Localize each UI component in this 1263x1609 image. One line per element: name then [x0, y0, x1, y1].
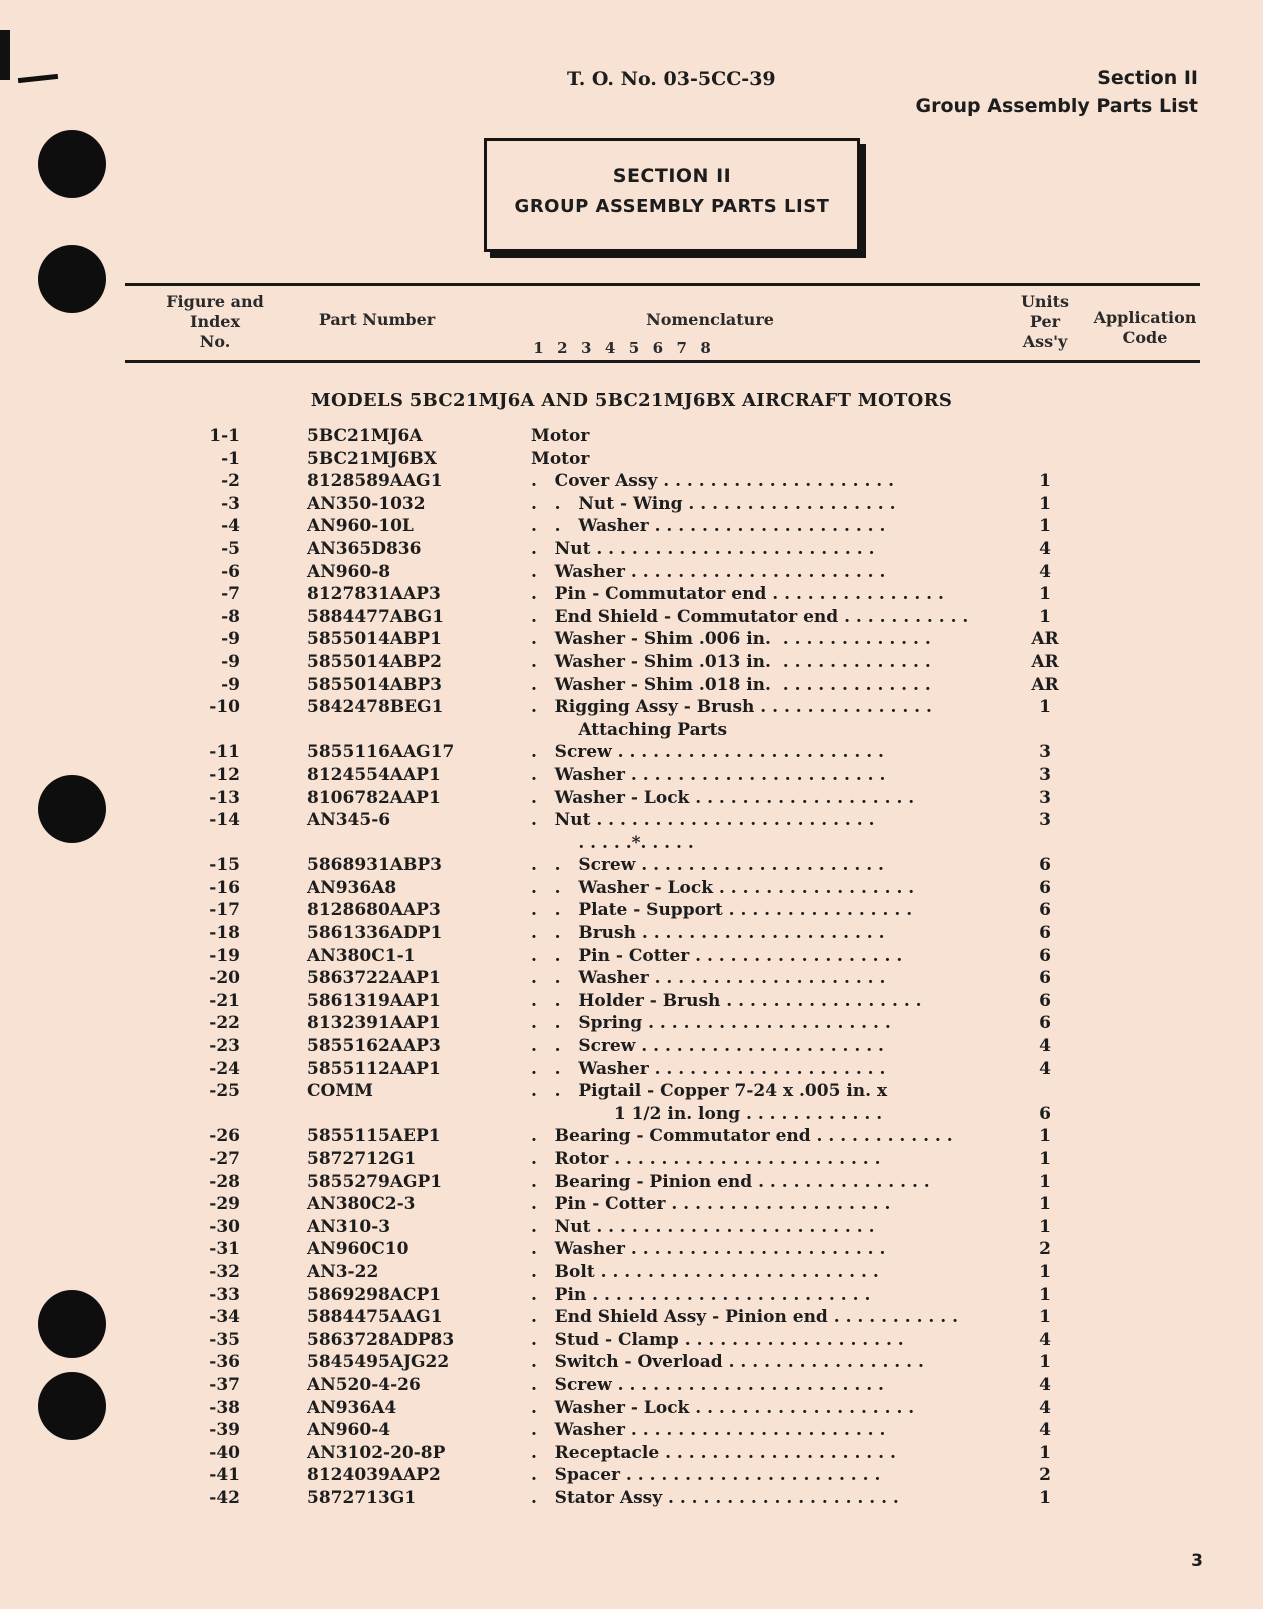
row-units: 3: [1039, 810, 1051, 831]
row-part-number: AN365D836: [307, 538, 422, 559]
row-nomenclature: . . Screw . . . . . . . . . . . . . . . . . . . . .: [531, 1036, 884, 1057]
row-units: 4: [1039, 538, 1051, 559]
row-nomenclature: . . Pigtail - Copper 7-24 x .005 in. x: [531, 1081, 888, 1102]
section-header: [915, 64, 1198, 120]
parts-row: [0, 561, 1263, 584]
row-part-number: 8127831AAP3: [307, 584, 441, 605]
row-units: 1: [1039, 606, 1051, 627]
indent-scale: 1 2 3 4 5 6 7 8: [533, 339, 712, 357]
row-units: 3: [1039, 742, 1051, 763]
row-nomenclature: . Stator Assy . . . . . . . . . . . . . . . . . . . .: [531, 1487, 899, 1508]
row-units: 6: [1039, 855, 1051, 876]
row-index: -13: [209, 787, 240, 808]
row-units: 4: [1039, 1374, 1051, 1395]
row-nomenclature: . Pin - Cotter . . . . . . . . . . . . . . . . . . .: [531, 1194, 891, 1215]
row-part-number: AN350-1032: [307, 493, 426, 514]
row-nomenclature: . . Washer - Lock . . . . . . . . . . . . . . . . .: [531, 877, 915, 898]
parts-row: [0, 1261, 1263, 1284]
row-units: 1: [1039, 1149, 1051, 1169]
row-units: AR: [1031, 674, 1059, 695]
row-part-number: AN960-10L: [307, 516, 414, 537]
parts-list: [0, 425, 1263, 1510]
col-application-code: Application Code: [1093, 308, 1197, 347]
row-index: -21: [209, 990, 240, 1011]
row-units: 4: [1039, 1397, 1051, 1418]
row-index: -36: [209, 1352, 240, 1373]
parts-row: [0, 764, 1263, 787]
row-nomenclature: . . Holder - Brush . . . . . . . . . . . . . . . . .: [531, 990, 922, 1011]
row-part-number: AN380C1-1: [307, 945, 416, 966]
row-nomenclature: . Pin - Commutator end . . . . . . . . . . . . . . .: [531, 584, 944, 605]
row-units: 4: [1039, 1058, 1051, 1079]
parts-row: [0, 787, 1263, 810]
col-part-number: Part Number: [318, 310, 436, 329]
row-part-number: 5863728ADP83: [307, 1329, 455, 1350]
row-part-number: 8124554AAP1: [307, 764, 441, 785]
col-units-per-assy: Units Per Ass'y: [1020, 292, 1070, 351]
row-part-number: 8124039AAP2: [307, 1465, 441, 1486]
row-part-number: AN345-6: [307, 810, 391, 831]
row-nomenclature: . Washer . . . . . . . . . . . . . . . . . . . . . .: [531, 764, 886, 785]
row-index: -33: [209, 1284, 240, 1305]
row-nomenclature: . Rigging Assy - Brush . . . . . . . . . . . . . . .: [531, 697, 932, 718]
parts-row: [0, 899, 1263, 922]
row-nomenclature: . Cover Assy . . . . . . . . . . . . . . . . . . . .: [531, 471, 895, 492]
row-index: -11: [209, 742, 240, 763]
row-part-number: AN936A4: [307, 1397, 397, 1418]
parts-row: [0, 448, 1263, 471]
row-index: -5: [221, 538, 240, 559]
parts-row: [0, 1103, 1263, 1126]
row-units: 1: [1039, 1216, 1051, 1237]
row-part-number: 5872713G1: [307, 1487, 417, 1508]
row-index: -6: [221, 561, 240, 582]
row-index: -12: [209, 764, 240, 785]
row-nomenclature: . Bearing - Pinion end . . . . . . . . . . . . . . .: [531, 1171, 930, 1192]
row-nomenclature: . Screw . . . . . . . . . . . . . . . . . . . . . . .: [531, 1374, 884, 1395]
row-index: -17: [209, 900, 240, 921]
row-index: -4: [221, 516, 240, 537]
row-index: -22: [209, 1013, 240, 1034]
row-part-number: AN936A8: [307, 877, 397, 898]
row-nomenclature: . Washer . . . . . . . . . . . . . . . . . . . . . .: [531, 1420, 886, 1441]
row-units: 1: [1039, 1487, 1051, 1508]
row-units: 6: [1039, 923, 1051, 944]
row-nomenclature: . . Washer . . . . . . . . . . . . . . . . . . . .: [531, 1058, 886, 1079]
row-nomenclature: . Receptacle . . . . . . . . . . . . . . . . . . . .: [531, 1442, 896, 1463]
row-index: -24: [209, 1058, 240, 1079]
binder-hole: [38, 245, 106, 313]
row-nomenclature: . . Spring . . . . . . . . . . . . . . . . . . . . .: [531, 1013, 891, 1034]
row-index: -40: [209, 1442, 240, 1463]
row-units: 6: [1039, 968, 1051, 989]
parts-row: [0, 1148, 1263, 1171]
row-units: 2: [1039, 1465, 1051, 1486]
row-units: 1: [1039, 493, 1051, 514]
row-nomenclature: . Bolt . . . . . . . . . . . . . . . . . . . . . . . .: [531, 1261, 879, 1282]
binder-hole: [38, 130, 106, 198]
row-nomenclature: . Stud - Clamp . . . . . . . . . . . . . . . . . . .: [531, 1329, 904, 1350]
row-nomenclature: . End Shield - Commutator end . . . . . . . . . . .: [531, 606, 969, 627]
row-part-number: 5863722AAP1: [307, 968, 441, 989]
section-box-line2: GROUP ASSEMBLY PARTS LIST: [514, 196, 830, 217]
parts-row: [0, 719, 1263, 742]
parts-row: [0, 1464, 1263, 1487]
row-nomenclature: . Switch - Overload . . . . . . . . . . . . . . . . .: [531, 1352, 924, 1373]
page-number: 3: [1191, 1551, 1203, 1571]
model-heading: MODELS 5BC21MJ6A AND 5BC21MJ6BX AIRCRAFT MOTORS: [310, 390, 953, 411]
parts-row: [0, 651, 1263, 674]
parts-row: [0, 606, 1263, 629]
row-part-number: 8128680AAP3: [307, 900, 441, 921]
row-part-number: 5855115AEP1: [307, 1126, 441, 1147]
row-index: -18: [209, 923, 240, 944]
row-nomenclature: Motor: [531, 426, 590, 446]
row-part-number: 5861336ADP1: [307, 923, 443, 944]
row-part-number: 5861319AAP1: [307, 990, 441, 1011]
row-part-number: 5855014ABP2: [307, 651, 442, 672]
row-part-number: AN3102-20-8P: [307, 1442, 446, 1463]
row-index: -37: [209, 1374, 240, 1395]
row-part-number: 5BC21MJ6A: [307, 426, 423, 446]
scan-edge-mark: [0, 30, 10, 80]
row-units: 1: [1039, 1171, 1051, 1192]
row-nomenclature: Motor: [531, 448, 590, 469]
row-nomenclature: . Washer - Shim .006 in. . . . . . . . . . . . . .: [531, 629, 931, 650]
row-nomenclature: . . Washer . . . . . . . . . . . . . . . . . . . .: [531, 968, 886, 989]
row-nomenclature: . Washer - Lock . . . . . . . . . . . . . . . . . . .: [531, 787, 915, 808]
section-title-box: [484, 138, 860, 252]
row-index: -41: [209, 1465, 240, 1486]
table-header-rule: [125, 360, 1200, 363]
row-part-number: AN380C2-3: [307, 1194, 416, 1215]
section-box-line1: SECTION II: [612, 165, 732, 187]
row-nomenclature: . . . . .*. . . . .: [531, 832, 694, 853]
row-index: -35: [209, 1329, 240, 1350]
parts-row: [0, 1397, 1263, 1420]
parts-row: [0, 1351, 1263, 1374]
parts-row: [0, 1487, 1263, 1510]
section-title: Group Assembly Parts List: [915, 95, 1198, 117]
row-index: -27: [209, 1149, 240, 1169]
row-nomenclature: Attaching Parts: [531, 719, 728, 740]
row-nomenclature: . Washer - Lock . . . . . . . . . . . . . . . . . . .: [531, 1397, 915, 1418]
row-part-number: COMM: [307, 1081, 373, 1102]
row-units: 1: [1039, 584, 1051, 605]
row-part-number: 8128589AAG1: [307, 471, 443, 492]
row-nomenclature: . . Nut - Wing . . . . . . . . . . . . . . . . . .: [531, 493, 896, 514]
row-part-number: 8106782AAP1: [307, 787, 441, 808]
row-part-number: 5842478BEG1: [307, 697, 444, 718]
row-part-number: 5855014ABP1: [307, 629, 442, 650]
parts-row: [0, 967, 1263, 990]
parts-row: [0, 832, 1263, 855]
row-units: 1: [1039, 1126, 1051, 1147]
row-part-number: 5855162AAP3: [307, 1036, 441, 1057]
parts-row: [0, 741, 1263, 764]
doc-number: T. O. No. 03-5CC-39: [567, 68, 776, 90]
row-units: 4: [1039, 561, 1051, 582]
row-nomenclature: . . Pin - Cotter . . . . . . . . . . . . . . . . . .: [531, 945, 903, 966]
row-nomenclature: . Washer . . . . . . . . . . . . . . . . . . . . . .: [531, 1239, 886, 1260]
row-units: 1: [1039, 1352, 1051, 1373]
parts-row: [0, 922, 1263, 945]
row-units: 1: [1039, 1307, 1051, 1328]
row-index: -16: [209, 877, 240, 898]
row-index: -39: [209, 1420, 240, 1441]
row-units: 1: [1039, 697, 1051, 718]
row-units: 1: [1039, 1284, 1051, 1305]
row-nomenclature: 1 1/2 in. long . . . . . . . . . . . .: [531, 1103, 883, 1124]
parts-row: [0, 945, 1263, 968]
row-nomenclature: . Rotor . . . . . . . . . . . . . . . . . . . . . . .: [531, 1149, 881, 1169]
row-nomenclature: . . Washer . . . . . . . . . . . . . . . . . . . .: [531, 516, 886, 537]
parts-row: [0, 674, 1263, 697]
row-index: -9: [221, 629, 240, 650]
parts-row: [0, 1193, 1263, 1216]
row-units: 6: [1039, 990, 1051, 1011]
row-units: 1: [1039, 471, 1051, 492]
row-index: -2: [221, 471, 240, 492]
row-index: -25: [209, 1081, 240, 1102]
row-part-number: AN310-3: [307, 1216, 391, 1237]
row-index: -29: [209, 1194, 240, 1215]
parts-row: [0, 515, 1263, 538]
row-index: -38: [209, 1397, 240, 1418]
row-nomenclature: . . Plate - Support . . . . . . . . . . . . . . . .: [531, 900, 913, 921]
row-units: 3: [1039, 787, 1051, 808]
row-part-number: 5884475AAG1: [307, 1307, 443, 1328]
section-label: Section II: [1097, 67, 1198, 89]
row-part-number: 5855112AAP1: [307, 1058, 441, 1079]
parts-row: [0, 1058, 1263, 1081]
row-index: -10: [209, 697, 240, 718]
parts-row: [0, 470, 1263, 493]
parts-row: [0, 1238, 1263, 1261]
parts-row: [0, 877, 1263, 900]
parts-row: [0, 1125, 1263, 1148]
row-part-number: 5855014ABP3: [307, 674, 442, 695]
parts-row: [0, 1080, 1263, 1103]
row-units: 4: [1039, 1329, 1051, 1350]
row-index: -23: [209, 1036, 240, 1057]
table-top-rule: [125, 283, 1200, 286]
row-units: AR: [1031, 629, 1059, 650]
row-index: -31: [209, 1239, 240, 1260]
parts-row: [0, 1374, 1263, 1397]
parts-row: [0, 1329, 1263, 1352]
col-figure-index: Figure and Index No.: [166, 292, 264, 351]
row-part-number: 5884477ABG1: [307, 606, 445, 627]
row-units: 2: [1039, 1239, 1051, 1260]
row-index: -20: [209, 968, 240, 989]
row-index: -19: [209, 945, 240, 966]
row-part-number: 5BC21MJ6BX: [307, 448, 437, 469]
row-index: -42: [209, 1487, 240, 1508]
row-index: -26: [209, 1126, 240, 1147]
row-units: 1: [1039, 1442, 1051, 1463]
row-index: -8: [221, 606, 240, 627]
row-units: 6: [1039, 900, 1051, 921]
parts-row: [0, 854, 1263, 877]
row-part-number: 5869298ACP1: [307, 1284, 442, 1305]
row-index: -30: [209, 1216, 240, 1237]
row-part-number: 5845495AJG22: [307, 1352, 450, 1373]
row-units: 1: [1039, 516, 1051, 537]
parts-row: [0, 628, 1263, 651]
row-index: -3: [221, 493, 240, 514]
row-units: 4: [1039, 1420, 1051, 1441]
row-units: 6: [1039, 945, 1051, 966]
row-nomenclature: . Screw . . . . . . . . . . . . . . . . . . . . . . .: [531, 742, 884, 763]
row-units: 1: [1039, 1261, 1051, 1282]
row-part-number: 5855116AAG17: [307, 742, 455, 763]
row-part-number: 8132391AAP1: [307, 1013, 441, 1034]
parts-row: [0, 1216, 1263, 1239]
row-units: 4: [1039, 1036, 1051, 1057]
row-index: -9: [221, 674, 240, 695]
parts-row: [0, 1442, 1263, 1465]
row-units: 6: [1039, 1013, 1051, 1034]
row-nomenclature: . Pin . . . . . . . . . . . . . . . . . . . . . . . .: [531, 1284, 871, 1305]
parts-row: [0, 990, 1263, 1013]
row-nomenclature: . Nut . . . . . . . . . . . . . . . . . . . . . . . .: [531, 538, 875, 559]
row-index: -32: [209, 1261, 240, 1282]
row-units: 6: [1039, 1103, 1051, 1124]
row-units: 6: [1039, 877, 1051, 898]
parts-row: [0, 809, 1263, 832]
parts-row: [0, 1012, 1263, 1035]
parts-row: [0, 1035, 1263, 1058]
row-part-number: 5855279AGP1: [307, 1171, 443, 1192]
row-part-number: AN960-4: [307, 1420, 391, 1441]
row-units: 1: [1039, 1194, 1051, 1215]
row-index: -7: [221, 584, 240, 605]
parts-row: [0, 1171, 1263, 1194]
row-nomenclature: . Washer . . . . . . . . . . . . . . . . . . . . . .: [531, 561, 886, 582]
parts-row: [0, 1306, 1263, 1329]
row-index: -28: [209, 1171, 240, 1192]
row-nomenclature: . . Screw . . . . . . . . . . . . . . . . . . . . .: [531, 855, 884, 876]
parts-row: [0, 1284, 1263, 1307]
row-part-number: 5872712G1: [307, 1149, 417, 1169]
row-part-number: AN3-22: [307, 1261, 379, 1282]
row-units: 3: [1039, 764, 1051, 785]
row-nomenclature: . End Shield Assy - Pinion end . . . . . . . . . . .: [531, 1307, 959, 1328]
row-part-number: 5868931ABP3: [307, 855, 442, 876]
row-index: -1: [221, 448, 240, 469]
parts-row: [0, 493, 1263, 516]
col-nomenclature: Nomenclature 1 2 3 4 5 6 7 8: [515, 310, 905, 358]
row-nomenclature: . Nut . . . . . . . . . . . . . . . . . . . . . . . .: [531, 1216, 875, 1237]
row-nomenclature: . Bearing - Commutator end . . . . . . . . . . . .: [531, 1126, 953, 1147]
row-index: -9: [221, 651, 240, 672]
row-nomenclature: . Washer - Shim .018 in. . . . . . . . . . . . . .: [531, 674, 931, 695]
row-nomenclature: . . Brush . . . . . . . . . . . . . . . . . . . . .: [531, 923, 885, 944]
parts-row: [0, 696, 1263, 719]
row-part-number: AN520-4-26: [307, 1374, 421, 1395]
row-index: -14: [209, 810, 240, 831]
row-nomenclature: . Nut . . . . . . . . . . . . . . . . . . . . . . . .: [531, 810, 875, 831]
row-index: -34: [209, 1307, 240, 1328]
row-units: AR: [1031, 651, 1059, 672]
parts-row: [0, 538, 1263, 561]
parts-row: [0, 1419, 1263, 1442]
row-nomenclature: . Washer - Shim .013 in. . . . . . . . . . . . . .: [531, 651, 931, 672]
row-index: 1-1: [209, 426, 240, 446]
parts-row: [0, 583, 1263, 606]
row-part-number: AN960C10: [307, 1239, 409, 1260]
row-nomenclature: . Spacer . . . . . . . . . . . . . . . . . . . . . .: [531, 1465, 881, 1486]
row-part-number: AN960-8: [307, 561, 391, 582]
parts-row: [0, 425, 1263, 448]
row-index: -15: [209, 855, 240, 876]
scan-edge-mark: [18, 74, 58, 83]
